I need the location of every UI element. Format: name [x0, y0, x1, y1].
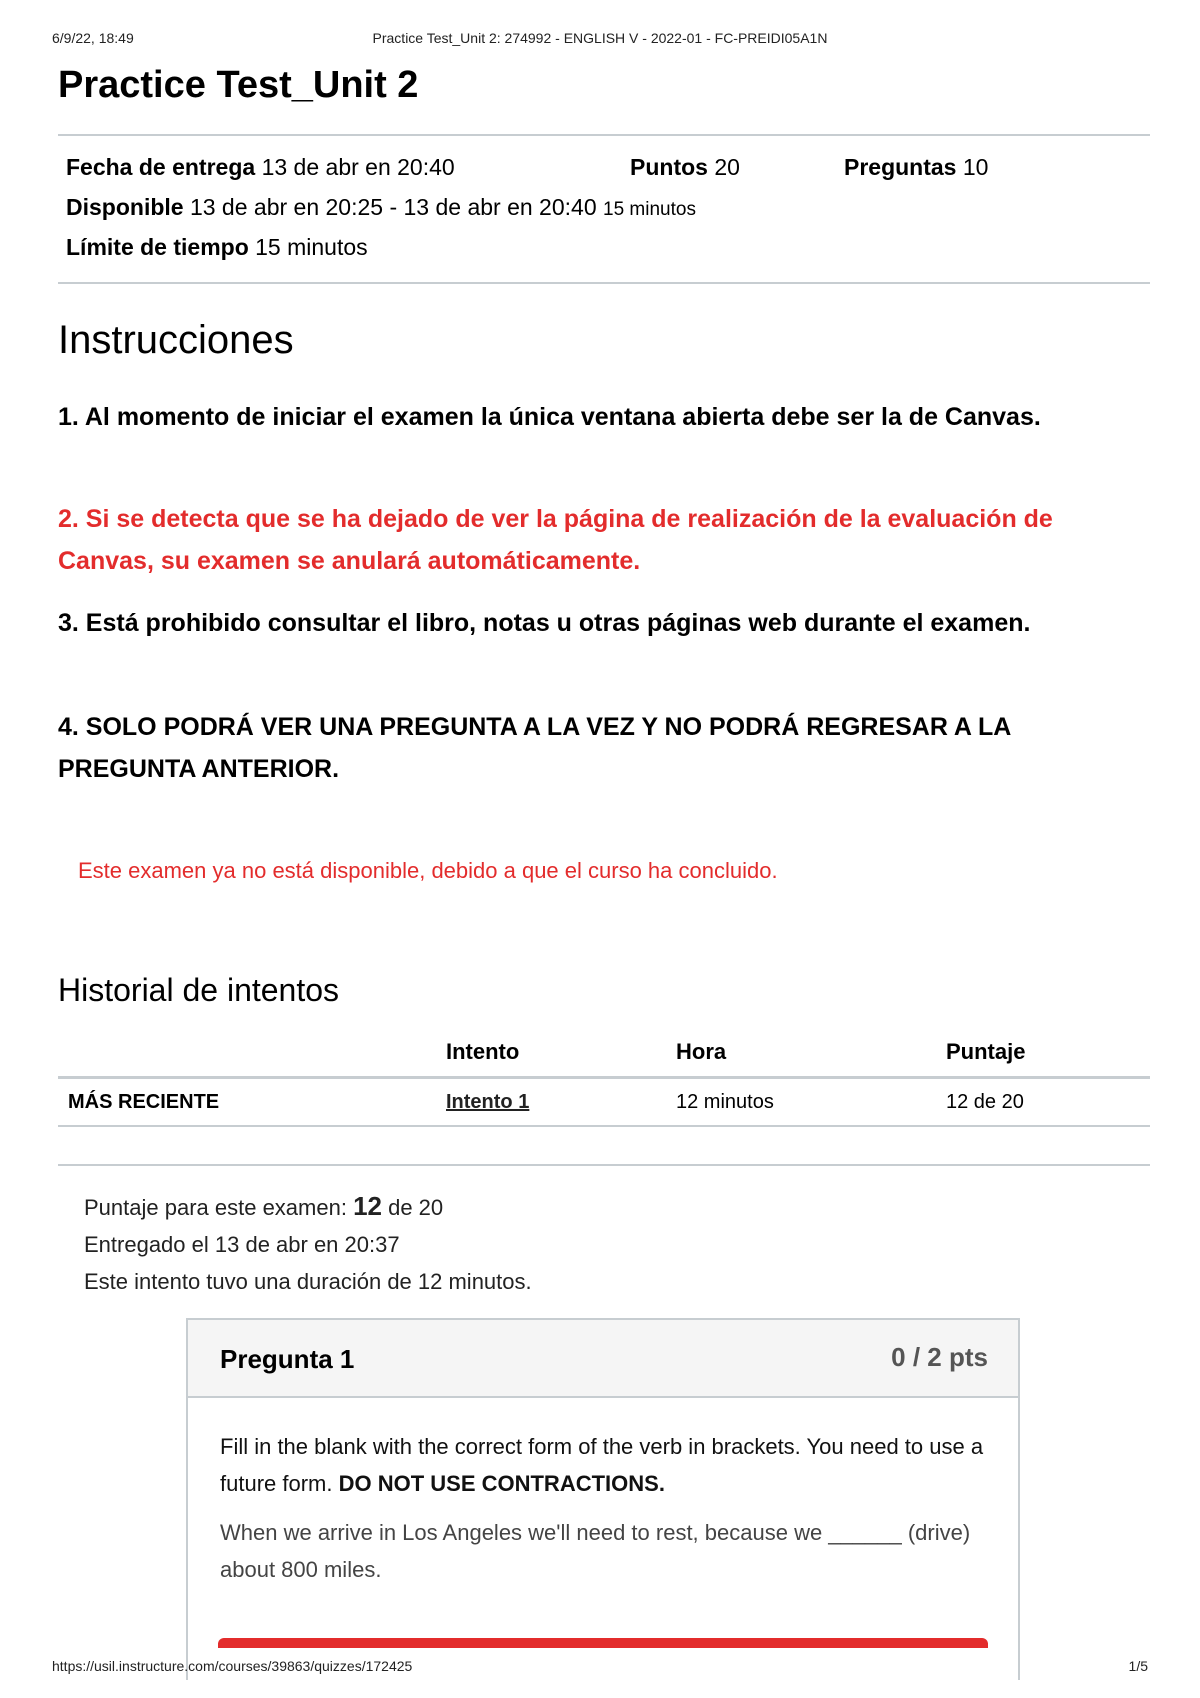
- print-url: https://usil.instructure.com/courses/39863/quizzes/172425: [52, 1658, 413, 1674]
- meta-row-available: [66, 194, 696, 221]
- question-instruction-text: Fill in the blank with the correct form of the verb in brackets. You need to use a future form.: [220, 1434, 984, 1496]
- column-header-blank: [58, 1028, 436, 1078]
- question-points: 0 / 2 pts: [891, 1342, 988, 1372]
- attempt-history-table: [58, 1028, 1150, 1127]
- points-label: Puntos: [630, 154, 708, 180]
- answer-field-incorrect: [218, 1638, 988, 1648]
- question-text: When we arrive in Los Angeles we'll need to rest, because we ______ (drive) about 800 miles.: [220, 1520, 971, 1582]
- due-value: 13 de abr en 20:40: [261, 154, 455, 180]
- score-line: [84, 1188, 532, 1226]
- submitted-line: Entregado el 13 de abr en 20:37: [84, 1232, 400, 1257]
- unavailable-notice: Este examen ya no está disponible, debido a que el curso ha concluido.: [78, 858, 778, 883]
- row-label-most-recent: MÁS RECIENTE: [58, 1078, 436, 1127]
- time-limit-value: 15 minutos: [255, 234, 368, 260]
- question-header: [188, 1320, 1018, 1398]
- table-header-row: [58, 1028, 1150, 1078]
- column-header-score: Puntaje: [936, 1028, 1150, 1078]
- table-row: [58, 1078, 1150, 1127]
- question-card: [186, 1318, 1020, 1680]
- instruction-item-2: 2. Si se detecta que se ha dejado de ver la página de realización de la evaluación de Canvas, su examen se anulará automáticamente.: [58, 505, 1053, 575]
- instruction-item-4: 4. SOLO PODRÁ VER UNA PREGUNTA A LA VEZ Y NO PODRÁ REGRESAR A LA PREGUNTA ANTERIOR.: [58, 713, 1011, 783]
- print-document-title: Practice Test_Unit 2: 274992 - ENGLISH V - 2022-01 - FC-PREIDI05A1N: [372, 30, 828, 46]
- meta-questions: [844, 154, 988, 181]
- attempt-time: 12 minutos: [666, 1078, 936, 1127]
- question-instruction-bold: DO NOT USE CONTRACTIONS.: [338, 1471, 665, 1496]
- time-limit-label: Límite de tiempo: [66, 234, 249, 260]
- divider-meta: [58, 282, 1150, 284]
- instructions-heading: Instrucciones: [58, 318, 294, 362]
- question-instruction: [220, 1428, 986, 1502]
- score-value: 12: [353, 1191, 382, 1221]
- print-header: [0, 30, 1200, 50]
- duration-line: Este intento tuvo una duración de 12 minutos.: [84, 1269, 532, 1294]
- score-suffix: de 20: [381, 1195, 444, 1220]
- column-header-time: Hora: [666, 1028, 936, 1078]
- print-date: 6/9/22, 18:49: [52, 30, 134, 46]
- instruction-item-3: 3. Está prohibido consultar el libro, notas u otras páginas web durante el examen.: [58, 609, 1031, 637]
- due-label: Fecha de entrega: [66, 154, 256, 180]
- page-title: Practice Test_Unit 2: [58, 64, 419, 106]
- available-label: Disponible: [66, 194, 184, 220]
- instruction-item-1: 1. Al momento de iniciar el examen la única ventana abierta debe ser la de Canvas.: [58, 403, 1041, 431]
- attempt-score: 12 de 20: [936, 1078, 1150, 1127]
- print-page-number: 1/5: [1128, 1658, 1148, 1674]
- questions-label: Preguntas: [844, 154, 957, 180]
- available-value: 13 de abr en 20:25 - 13 de abr en 20:40: [189, 194, 597, 220]
- question-title: Pregunta 1: [220, 1344, 355, 1374]
- question-body: [188, 1398, 1018, 1588]
- attempt-summary: [84, 1188, 532, 1300]
- meta-row-time-limit: [66, 234, 368, 261]
- column-header-attempt: Intento: [436, 1028, 666, 1078]
- divider-history: [58, 1164, 1150, 1166]
- questions-value: 10: [962, 154, 989, 180]
- score-prefix: Puntaje para este examen:: [84, 1195, 354, 1220]
- points-value: 20: [714, 154, 740, 180]
- history-heading: Historial de intentos: [58, 972, 340, 1008]
- available-duration: 15 minutos: [603, 199, 696, 220]
- meta-points: [630, 154, 740, 181]
- divider-top: [58, 134, 1150, 136]
- meta-row-due: [66, 154, 455, 181]
- attempt-1-link[interactable]: Intento 1: [446, 1090, 530, 1113]
